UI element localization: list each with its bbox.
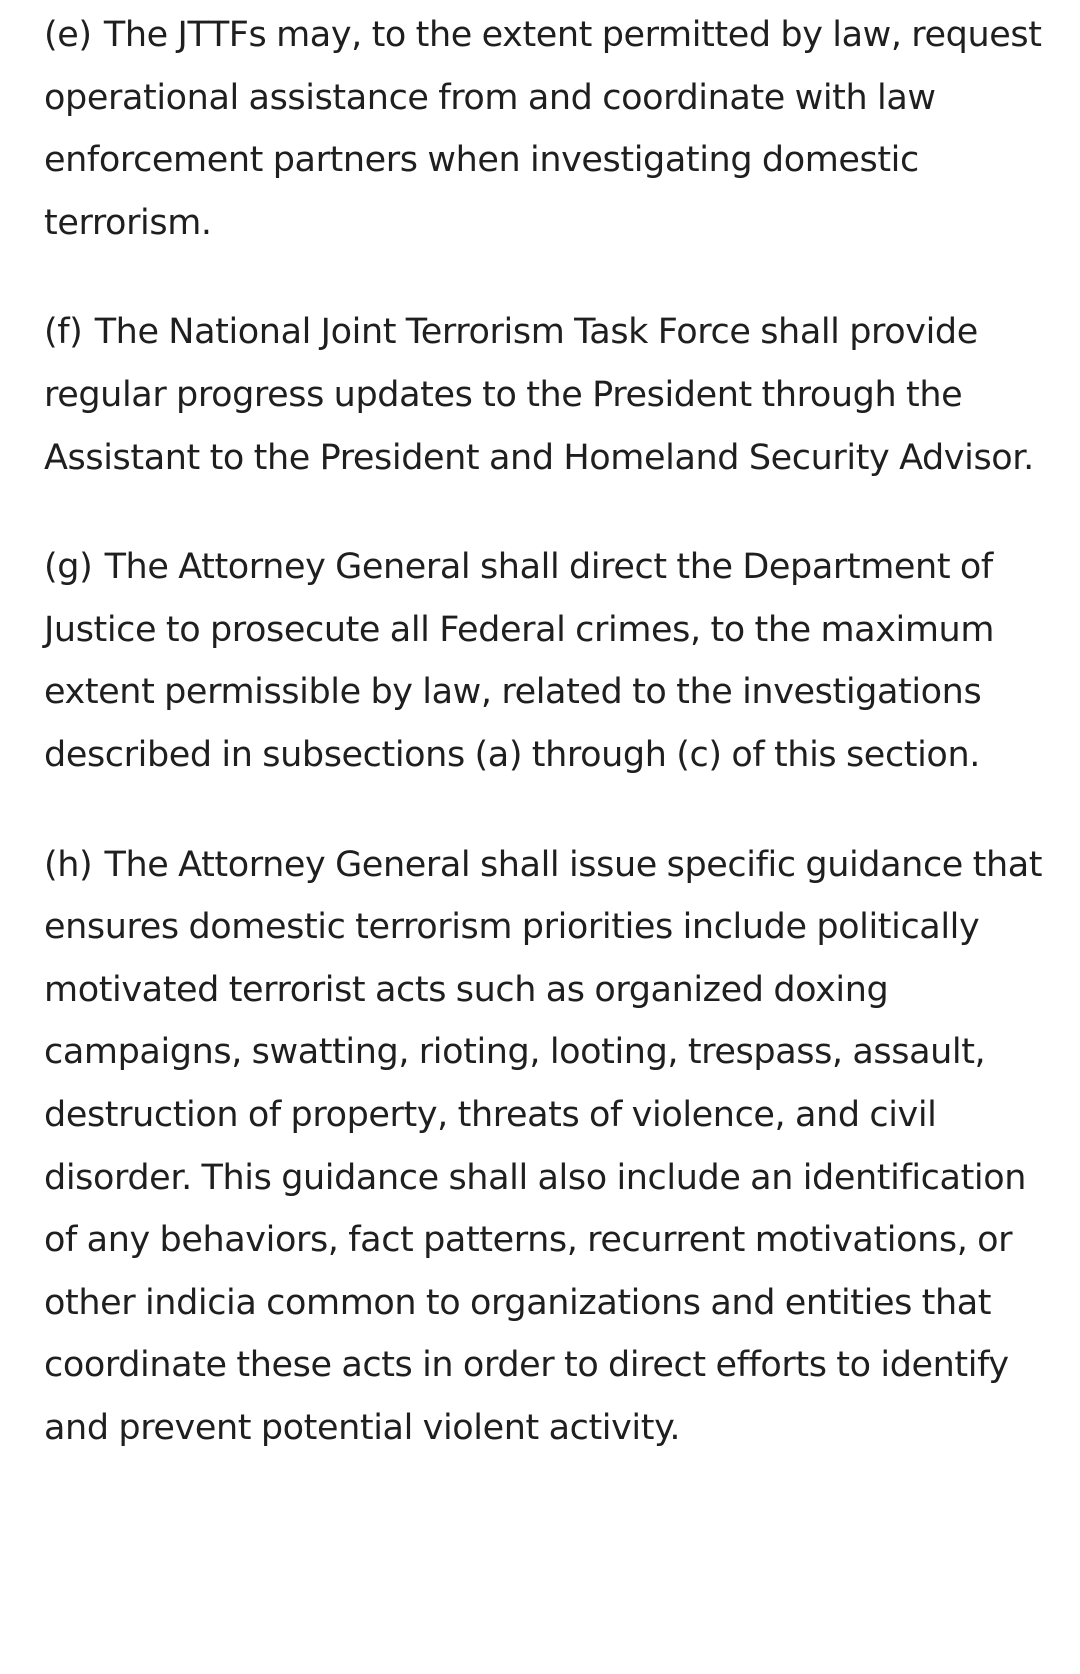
paragraph-text: The Attorney General shall direct the Department of Justice to prosecute all Federal crimes, to the maximum extent permissible by law, related to the investigations described in subsections (a) through (c) of this section. [44,547,995,775]
paragraph-f [44,301,1054,489]
paragraph-marker: (g) [44,547,93,588]
paragraph-text: The National Joint Terrorism Task Force shall provide regular progress updates to the President through the Assistant to the President and Homeland Security Advisor. [44,312,1034,478]
paragraph-text: The JTTFs may, to the extent permitted by law, request operational assistance from and coordinate with law enforcement partners when investigating domestic terrorism. [44,15,1042,243]
paragraph-e [44,4,1054,254]
paragraph-marker: (e) [44,15,92,55]
paragraph-h [44,834,1054,1460]
paragraph-marker: (h) [44,844,93,885]
paragraph-marker: (f) [44,312,83,353]
paragraph-g [44,536,1054,786]
paragraph-text: The Attorney General shall issue specific guidance that ensures domestic terrorism priorities include politically motivated terrorist acts such as organized doxing campaigns, swatting, rioting, looting, trespass, assault, destruction of property, threats of violence, and civil disorder. This guidance shall also include an identification of any behaviors, fact patterns, recurrent motivations, or other indicia common to organizations and entities that coordinate these acts in order to direct efforts to identify and prevent potential violent activity. [44,844,1043,1448]
document-body [44,4,1054,1459]
